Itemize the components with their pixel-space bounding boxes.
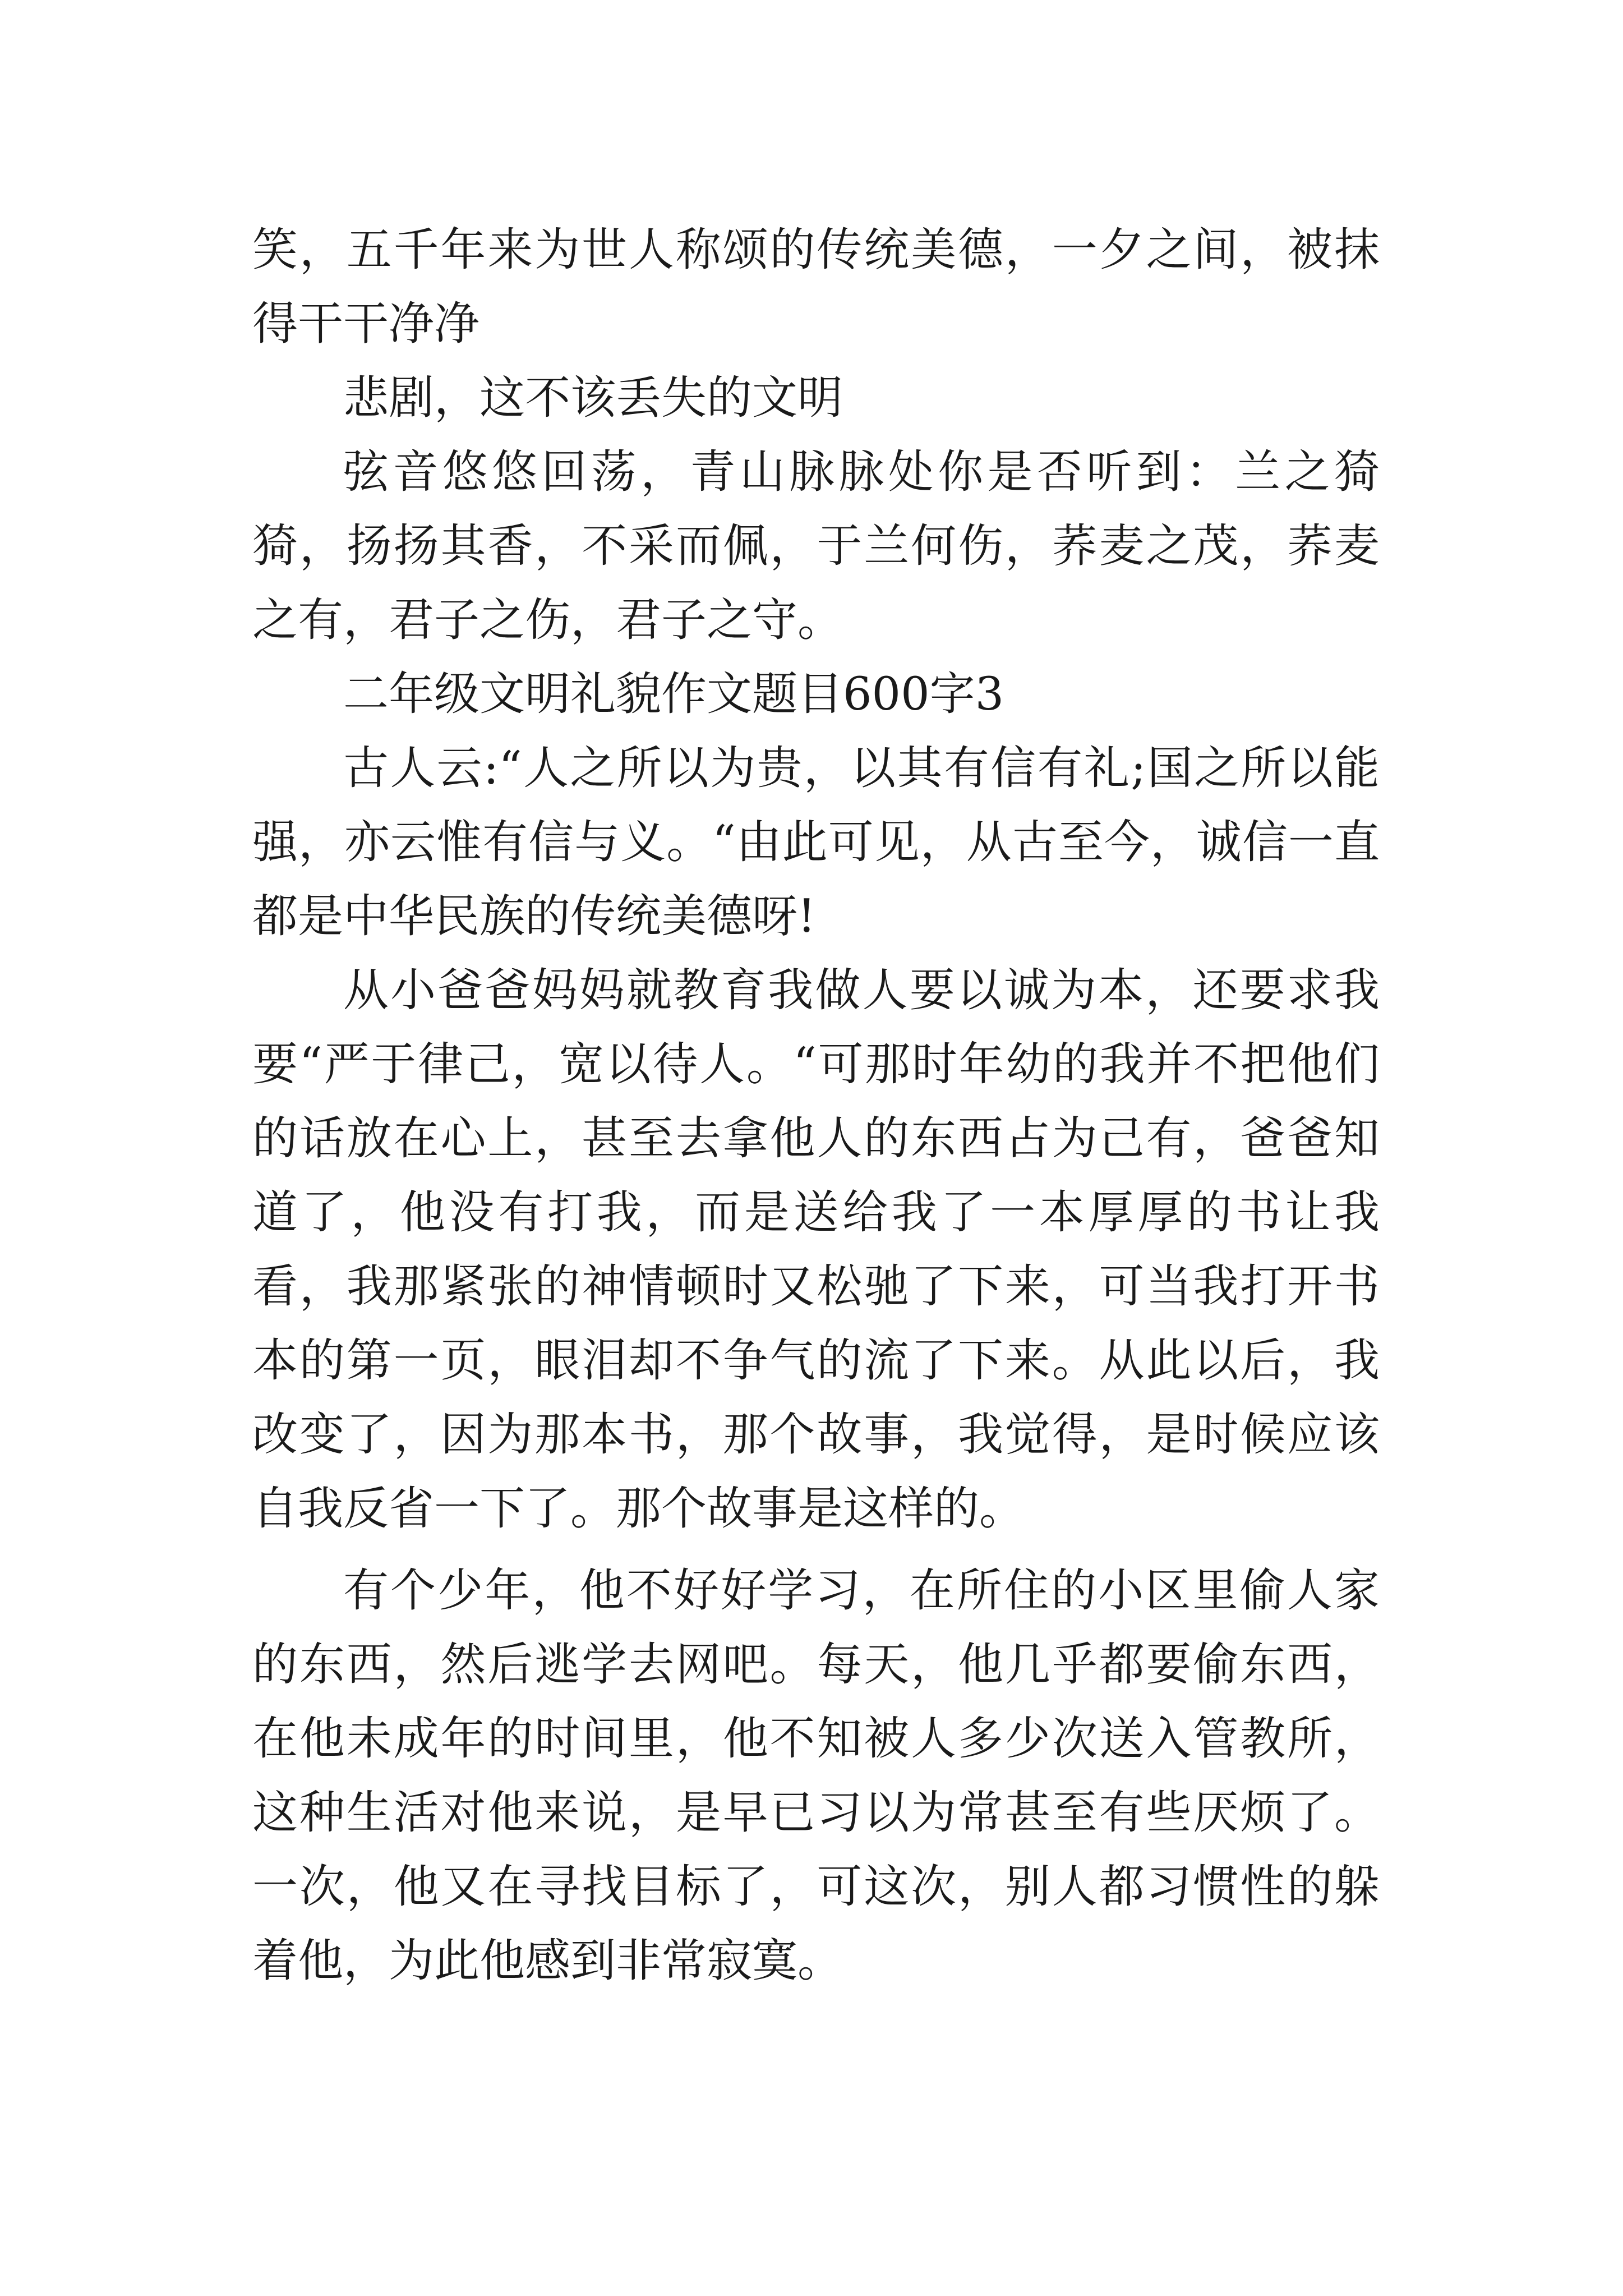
paragraph-childhood: 从小爸爸妈妈就教育我做人要以诚为本，还要求我要“严于律己，宽以待人。“可那时年幼的我并不把他们的话放在心上，甚至去拿他人的东西占为己有，爸爸知道了，他没有打我，而是送给我了一本厚厚的书让我看，我那紧张的神情顿时又松驰了下来，可当我打开书本的第一页，眼泪却不争气的流了下来。从此以后，我改变了，因为那本书，那个故事，我觉得，是时候应该自我反省一下了。那个故事是这样的。 [252,964,1380,1535]
document-body [252,213,1380,1998]
section-heading: 二年级文明礼貌作文题目600字3 [343,668,1004,721]
paragraph-tragedy: 悲剧，这不该丢失的文明 [343,372,843,425]
paragraph-ancients-said: 古人云:“人之所以为贵，以其有信有礼;国之所以能强，亦云惟有信与义。“由此可见，从古至今，诚信一直都是中华民族的传统美德呀! [252,742,1380,943]
paragraph-young-man: 有个少年，他不好好学习，在所住的小区里偷人家的东西，然后逃学去网吧。每天，他几乎都要偷东西，在他未成年的时间里，他不知被人多少次送入管教所，这种生活对他来说，是早已习以为常甚至有些厌烦了。一次，他又在寻找目标了，可这次，别人都习惯性的躲着他，为此他感到非常寂寞。 [252,1565,1380,1987]
paragraph-continuation: 笑，五千年来为世人称颂的传统美德，一夕之间，被抹得干干净净 [252,224,1380,351]
paragraph-string-music: 弦音悠悠回荡，青山脉脉处你是否听到：兰之猗猗，扬扬其香，不采而佩，于兰何伤，荞麦之茂，荞麦之有，君子之伤，君子之守。 [252,446,1380,647]
